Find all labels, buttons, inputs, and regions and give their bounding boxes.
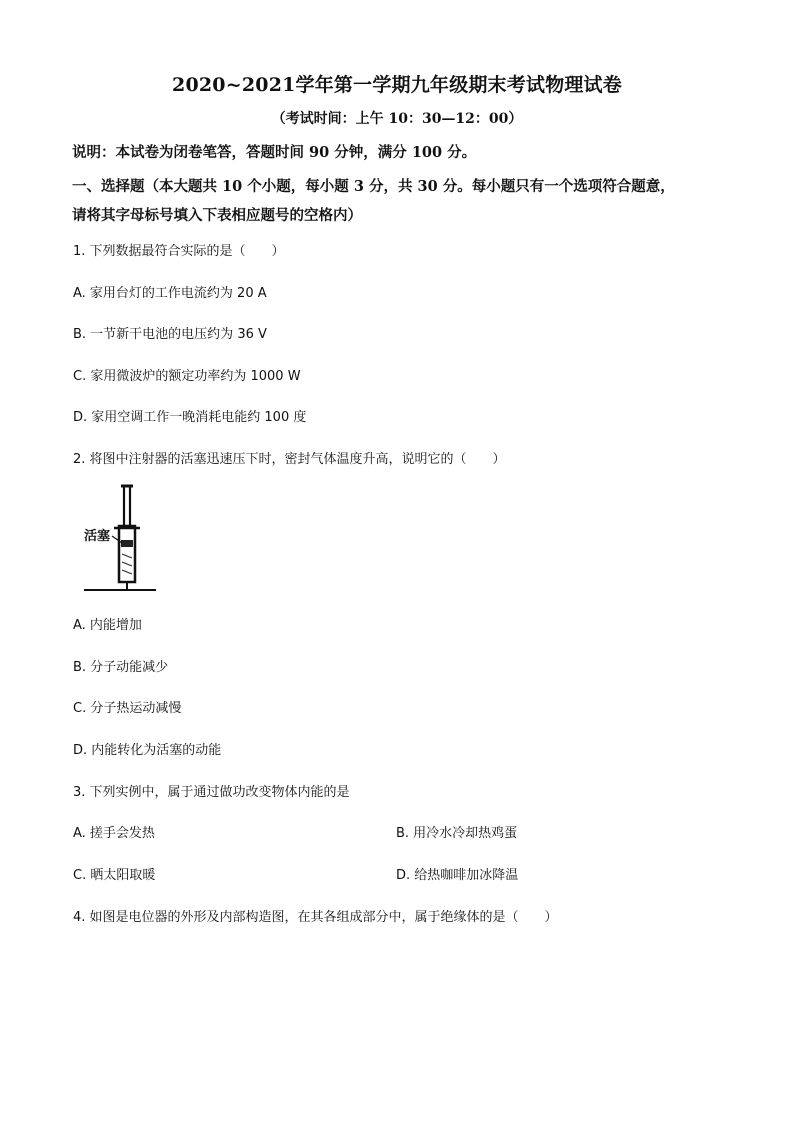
question-1-stem: 1. 下列数据最符合实际的是（ ） bbox=[73, 244, 285, 259]
section-heading bbox=[72, 172, 732, 230]
page-title: 2020~2021学年第一学期九年级期末考试物理试卷 bbox=[172, 74, 622, 96]
question-1-option-d: D. 家用空调工作一晚消耗电能约 100 度 bbox=[73, 410, 307, 425]
question-1-option-c: C. 家用微波炉的额定功率约为 1000 W bbox=[73, 369, 301, 384]
question-3-stem: 3. 下列实例中，属于通过做功改变物体内能的是 bbox=[73, 785, 350, 800]
question-1-option-a: A. 家用台灯的工作电流约为 20 A bbox=[73, 286, 267, 301]
question-3-option-b: B. 用冷水冷却热鸡蛋 bbox=[396, 826, 518, 841]
question-1-option-b: B. 一节新干电池的电压约为 36 V bbox=[73, 327, 267, 342]
question-2-option-d: D. 内能转化为活塞的动能 bbox=[73, 743, 222, 758]
syringe-illustration bbox=[84, 484, 156, 594]
question-2-option-c: C. 分子热运动减慢 bbox=[73, 701, 182, 716]
question-2-option-a: A. 内能增加 bbox=[73, 618, 142, 633]
section-heading-line-2: 请将其字母标号填入下表相应题号的空格内） bbox=[72, 207, 362, 224]
question-2-stem: 2. 将图中注射器的活塞迅速压下时，密封气体温度升高，说明它的（ ） bbox=[73, 452, 506, 467]
exam-time: （考试时间：上午 10：30—12：00） bbox=[271, 111, 523, 127]
question-2-option-b: B. 分子动能减少 bbox=[73, 660, 169, 675]
piston-label: 活塞 bbox=[84, 529, 111, 544]
question-3-option-d: D. 给热咖啡加冰降温 bbox=[396, 868, 519, 883]
syringe-figure bbox=[84, 484, 156, 594]
question-3-option-a: A. 搓手会发热 bbox=[73, 826, 155, 841]
question-3-option-c: C. 晒太阳取暖 bbox=[73, 868, 156, 883]
question-4-stem: 4. 如图是电位器的外形及内部构造图，在其各组成部分中，属于绝缘体的是（ ） bbox=[73, 910, 558, 925]
exam-instructions: 说明：本试卷为闭卷笔答，答题时间 90 分钟，满分 100 分。 bbox=[72, 144, 477, 161]
section-heading-line-1: 一、选择题（本大题共 10 个小题，每小题 3 分，共 30 分。每小题只有一个选项符合题意， bbox=[72, 178, 675, 195]
